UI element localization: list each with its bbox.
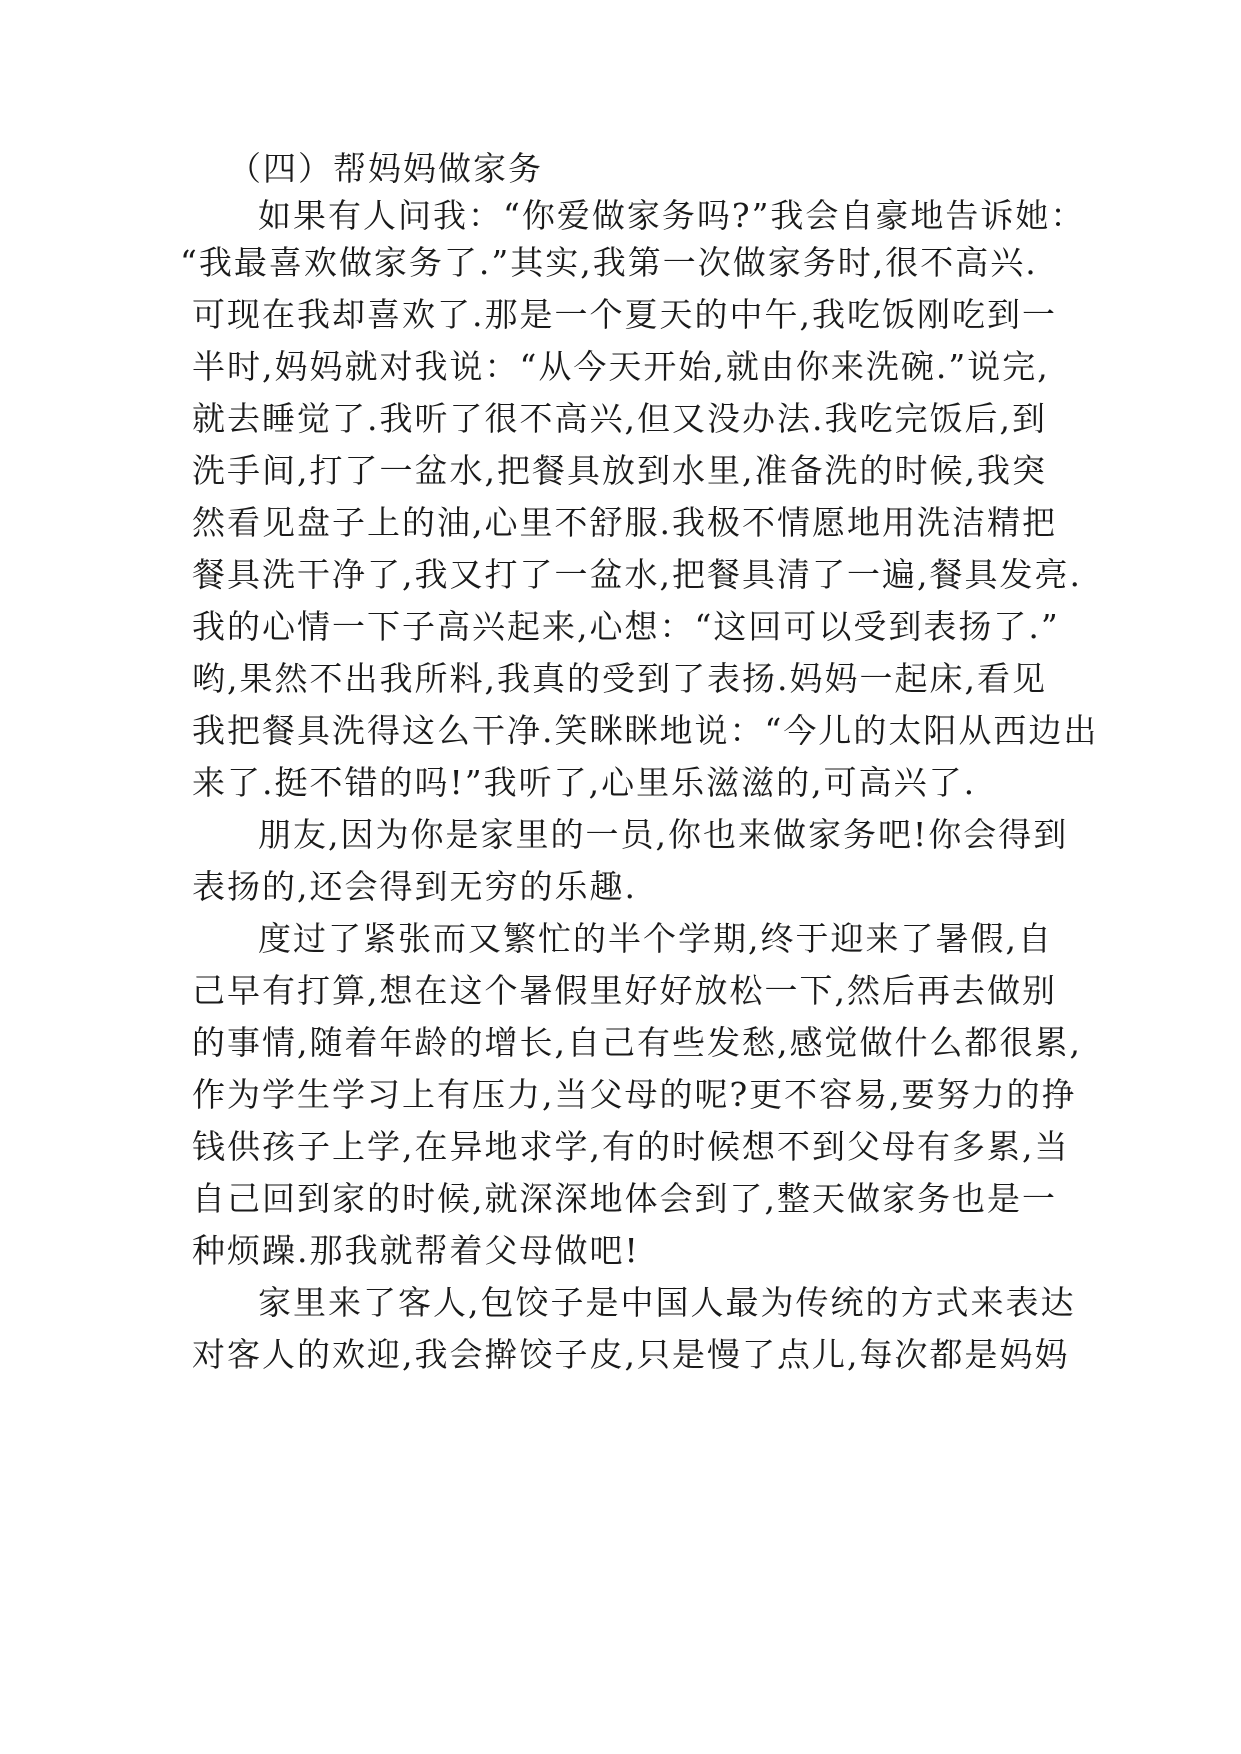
text-line: 可现在我却喜欢了.那是一个夏天的中午,我吃饭刚吃到一	[192, 295, 1057, 334]
text-line: 就去睡觉了.我听了很不高兴,但又没办法.我吃完饭后,到	[192, 399, 1047, 438]
section-heading: （四）帮妈妈做家务	[228, 149, 543, 188]
text-line: 我的心情一下子高兴起来,心想：“这回可以受到表扬了.”	[192, 607, 1060, 646]
text-line: 然看见盘子上的油,心里不舒服.我极不情愿地用洗洁精把	[192, 503, 1057, 542]
text-line: 朋友,因为你是家里的一员,你也来做家务吧!你会得到	[258, 815, 1069, 854]
text-line: 对客人的欢迎,我会擀饺子皮,只是慢了点儿,每次都是妈妈	[192, 1335, 1070, 1374]
text-line: 洗手间,打了一盆水,把餐具放到水里,准备洗的时候,我突	[192, 451, 1047, 490]
text-line: 我把餐具洗得这么干净.笑眯眯地说：“今儿的太阳从西边出	[192, 711, 1099, 750]
text-line: 如果有人问我：“你爱做家务吗?”我会自豪地告诉她：	[258, 196, 1086, 235]
text-line: 哟,果然不出我所料,我真的受到了表扬.妈妈一起床,看见	[192, 659, 1047, 698]
text-line: 作为学生学习上有压力,当父母的呢?更不容易,要努力的挣	[192, 1075, 1077, 1114]
text-line: “我最喜欢做家务了.”其实,我第一次做家务时,很不高兴.	[180, 243, 1038, 282]
text-line: 餐具洗干净了,我又打了一盆水,把餐具清了一遍,餐具发亮.	[192, 555, 1082, 594]
text-line: 半时,妈妈就对我说：“从今天开始,就由你来洗碗.”说完,	[192, 347, 1050, 386]
text-line: 钱供孩子上学,在异地求学,有的时候想不到父母有多累,当	[192, 1127, 1070, 1166]
text-line: 种烦躁.那我就帮着父母做吧!	[192, 1231, 640, 1270]
text-line: 表扬的,还会得到无穷的乐趣.	[192, 867, 637, 906]
text-line: 的事情,随着年龄的增长,自己有些发愁,感觉做什么都很累,	[192, 1023, 1082, 1062]
text-line: 家里来了客人,包饺子是中国人最为传统的方式来表达	[258, 1283, 1076, 1322]
text-line: 己早有打算,想在这个暑假里好好放松一下,然后再去做别	[192, 971, 1057, 1010]
text-line: 来了.挺不错的吗!”我听了,心里乐滋滋的,可高兴了.	[192, 763, 977, 802]
text-line: 度过了紧张而又繁忙的半个学期,终于迎来了暑假,自	[258, 919, 1053, 958]
text-line: 自己回到家的时候,就深深地体会到了,整天做家务也是一	[192, 1179, 1057, 1218]
